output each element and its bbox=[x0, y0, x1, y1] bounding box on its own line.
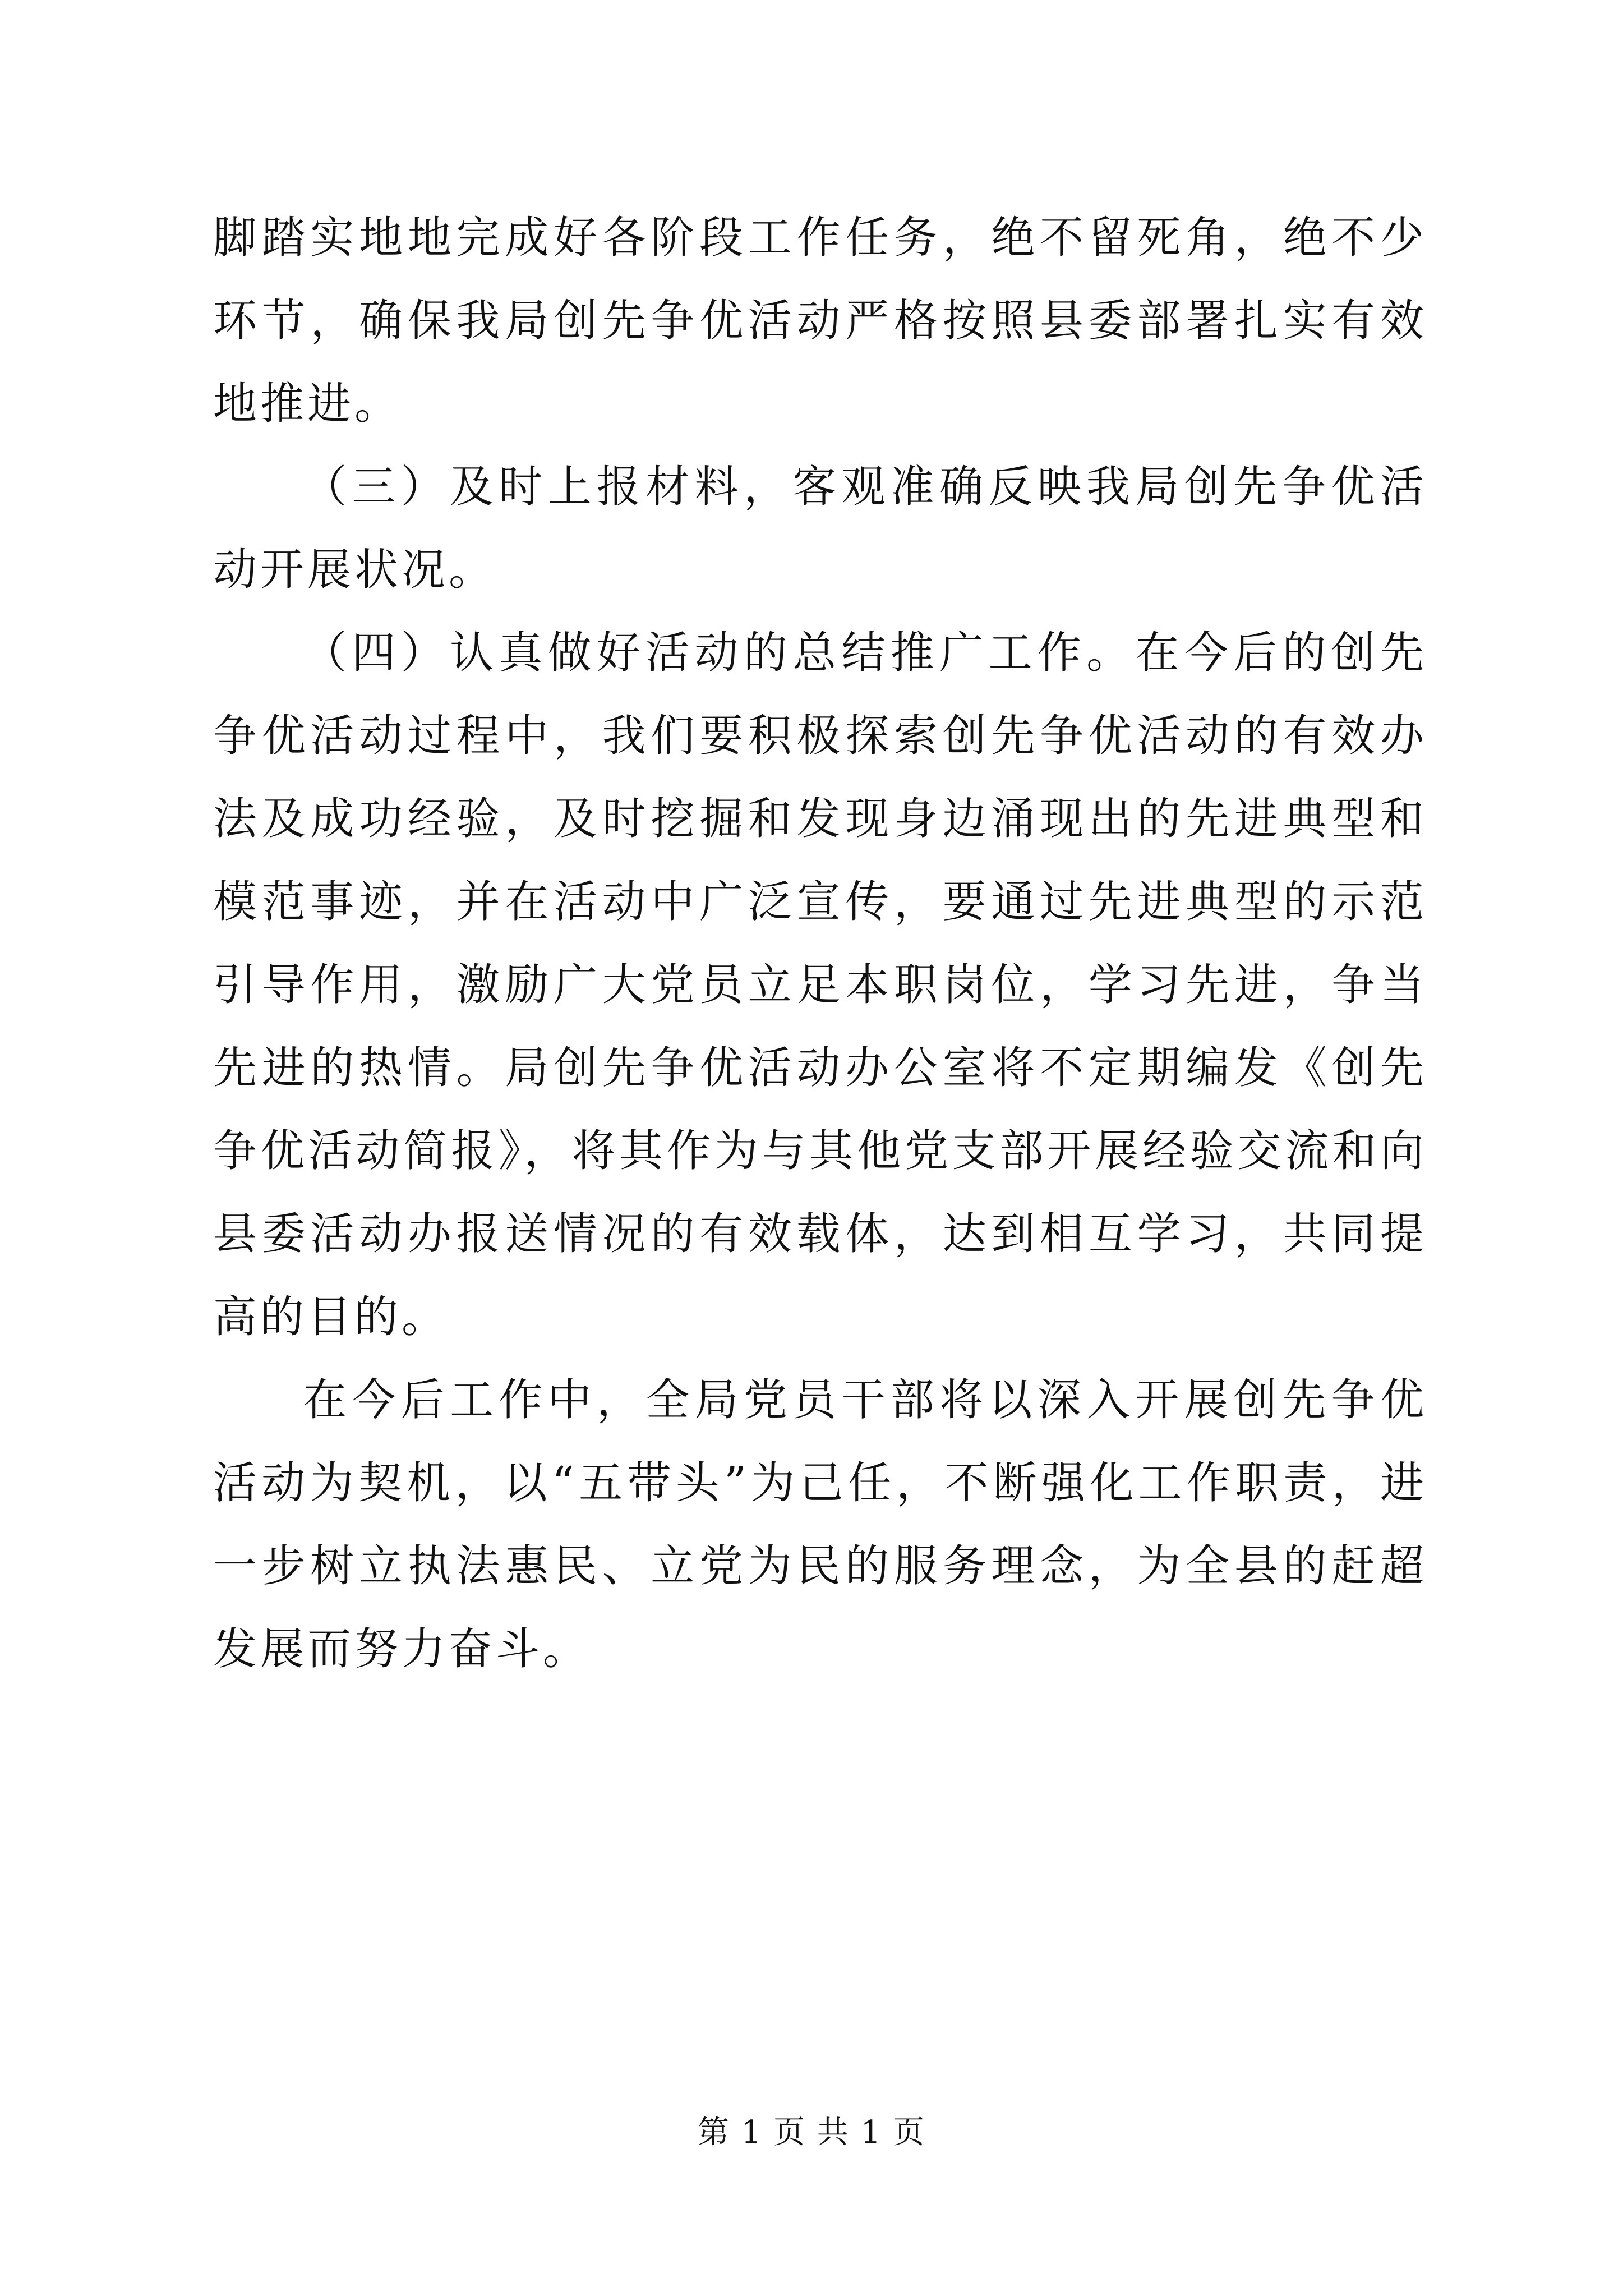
document-body bbox=[213, 196, 1427, 1691]
paragraph-continuation: 脚踏实地地完成好各阶段工作任务，绝不留死角，绝不少环节，确保我局创先争优活动严格按照县委部署扎实有效地推进。 bbox=[213, 213, 1427, 429]
paragraph-item-three: （三）及时上报材料，客观准确反映我局创先争优活动开展状况。 bbox=[213, 462, 1427, 595]
page-footer: 第 1 页 共 1 页 bbox=[697, 2114, 926, 2151]
paragraph-closing: 在今后工作中，全局党员干部将以深入开展创先争优活动为契机，以“五带头”为己任，不断强化工作职责，进一步树立执法惠民、立党为民的服务理念，为全县的赶超发展而努力奋斗。 bbox=[213, 1375, 1427, 1674]
paragraph-item-four: （四）认真做好活动的总结推广工作。在今后的创先争优活动过程中，我们要积极探索创先争优活动的有效办法及成功经验，及时挖掘和发现身边涌现出的先进典型和模范事迹，并在活动中广泛宣传，要通过先进典型的示范引导作用，激励广大党员立足本职岗位，学习先进，争当先进的热情。局创先争优活动办公室将不定期编发《创先争优活动简报》，将其作为与其他党支部开展经验交流和向县委活动办报送情况的有效载体，达到相互学习，共同提高的目的。 bbox=[213, 628, 1427, 1342]
